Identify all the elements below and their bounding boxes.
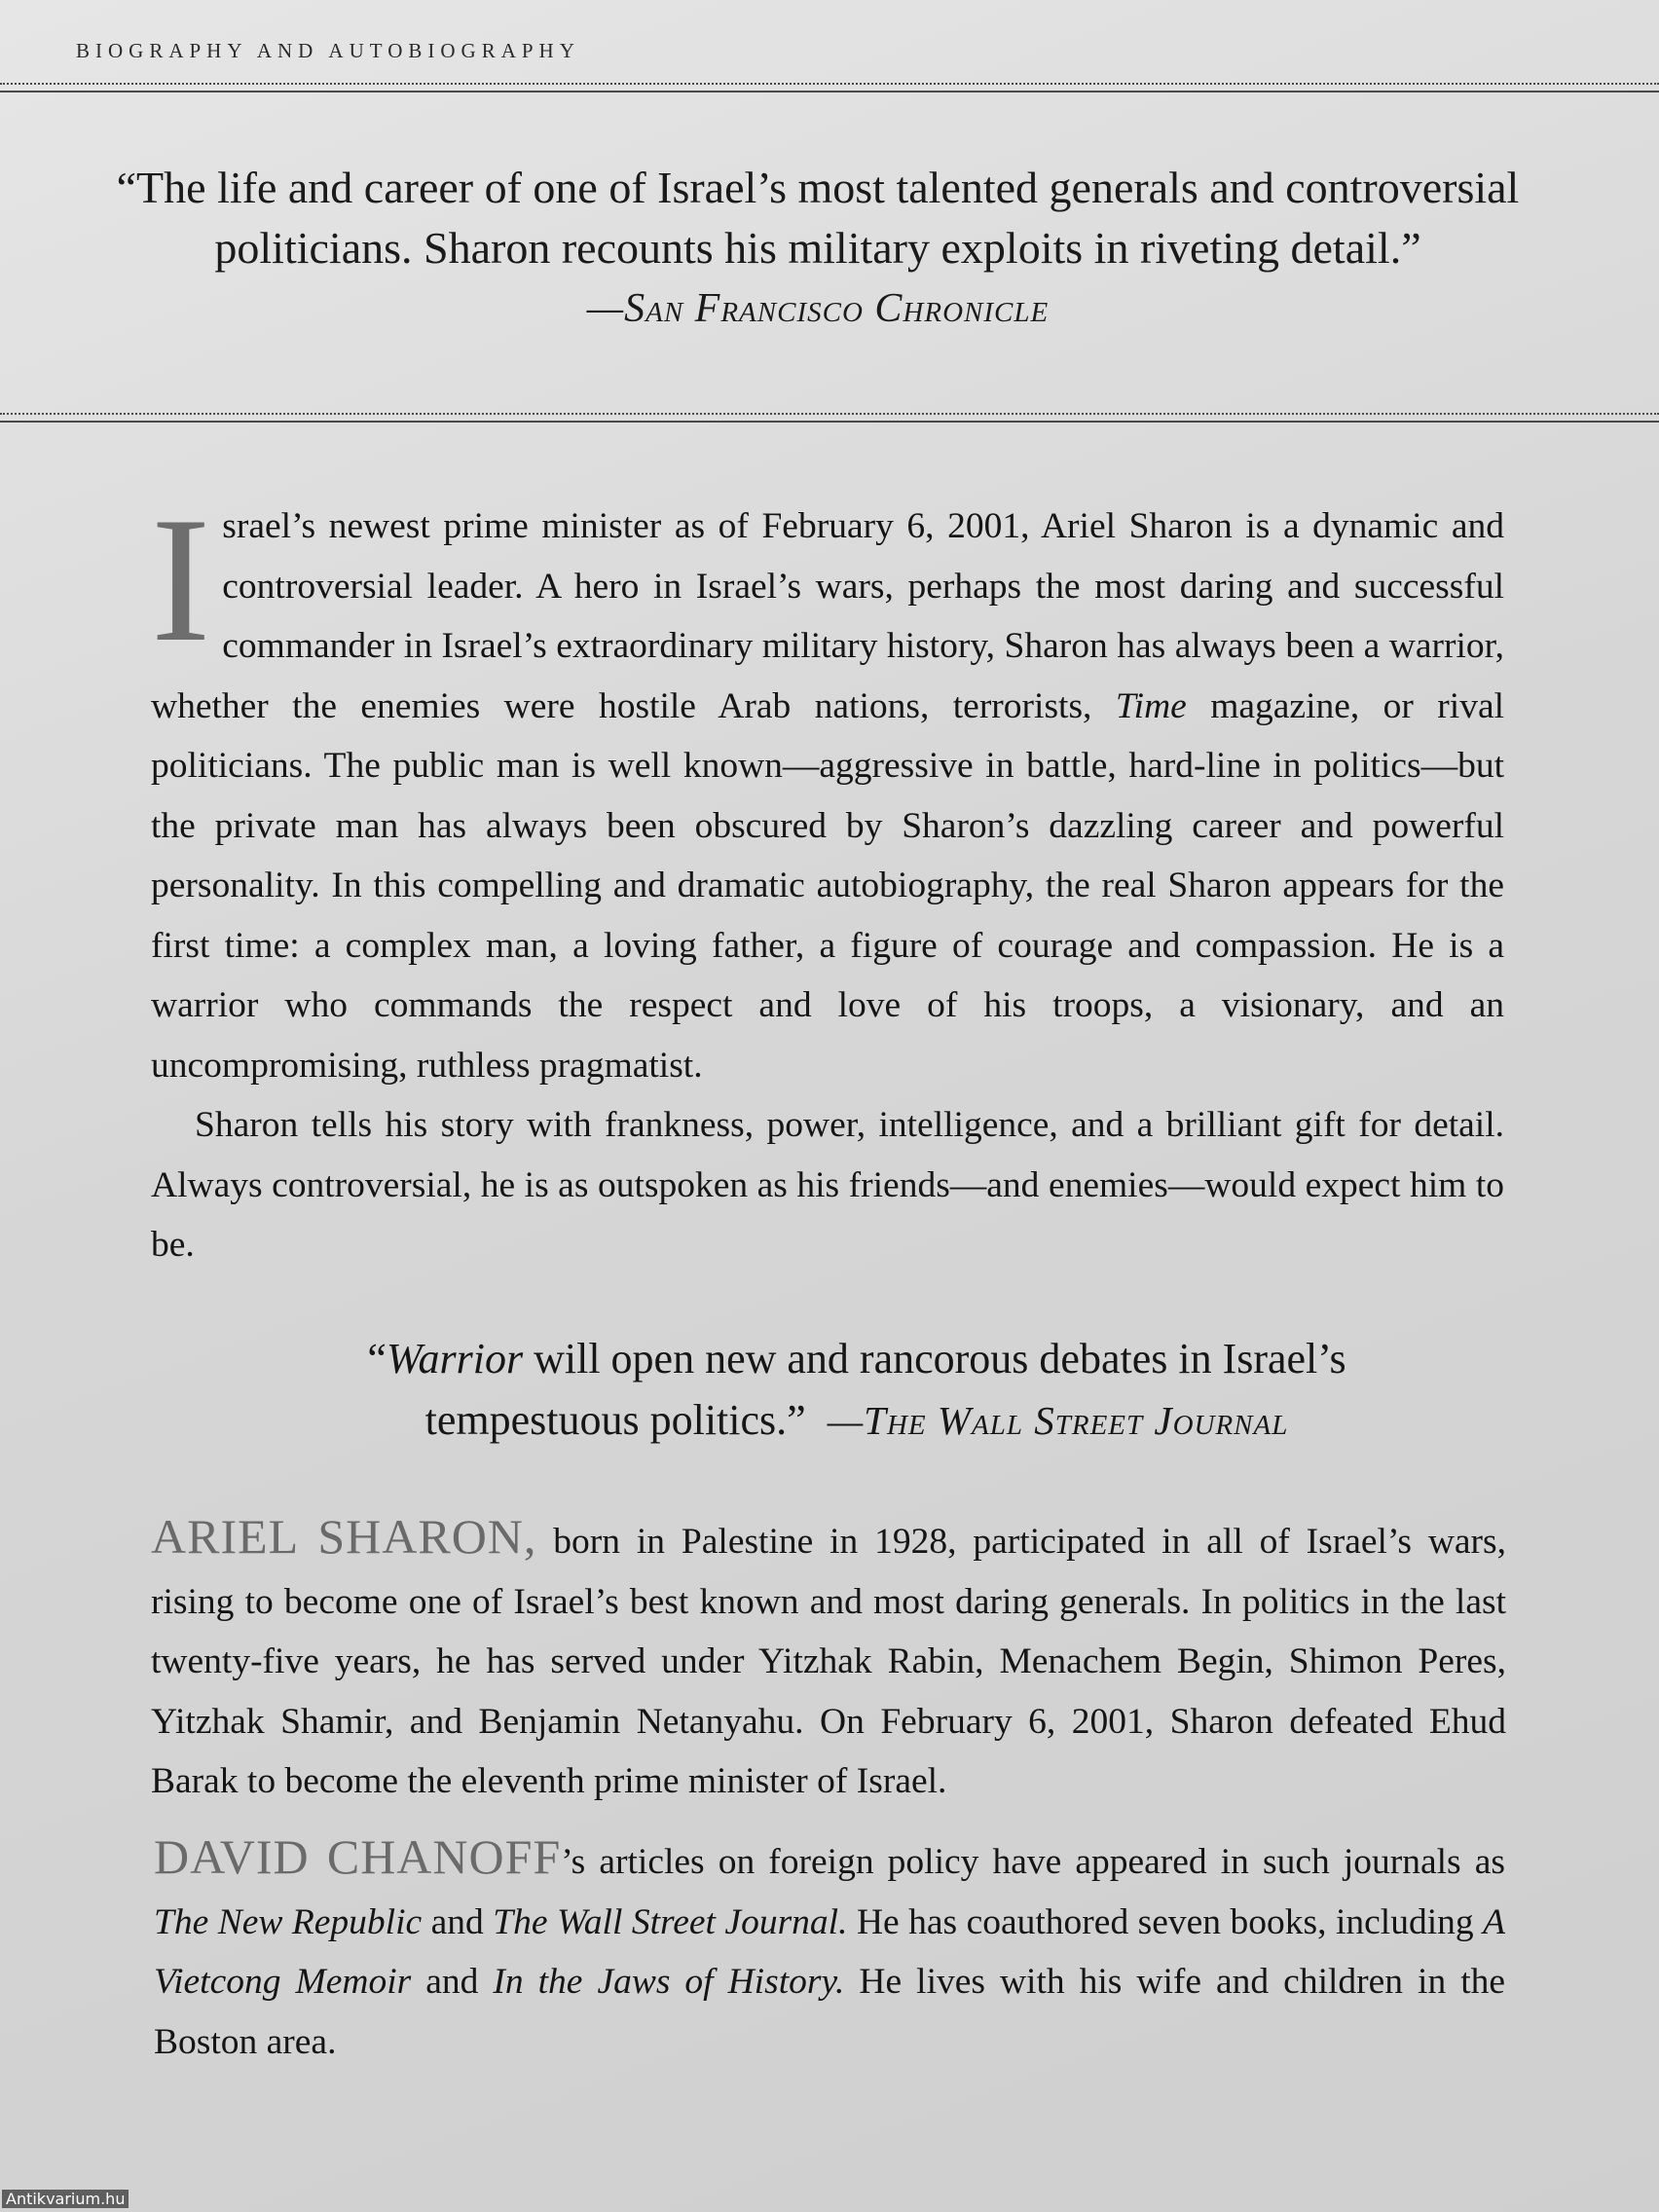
book-title-warrior: Warrior xyxy=(386,1335,524,1382)
middle-divider xyxy=(0,413,1659,423)
author-bio-paragraph xyxy=(151,1507,1506,1812)
coauthor-name: DAVID CHANOFF xyxy=(154,1829,562,1884)
drop-cap: I xyxy=(151,480,211,679)
coauthor-text-a: ’s articles on foreign policy have appeared in such journals as xyxy=(561,1842,1505,1882)
time-magazine-title: Time xyxy=(1115,685,1187,726)
quote-attribution: —San Francisco Chronicle xyxy=(586,286,1050,331)
quote-line-1: “The life and career of one of Israel’s most talented generals and controversial xyxy=(116,163,1520,212)
journal-wall-street: The Wall Street Journal. xyxy=(493,1901,848,1942)
quote-mid-text-b: tempestuous politics.” xyxy=(424,1396,806,1444)
description-text-a: srael’s newest prime minister as of February 6, 2001, Ariel Sharon is a dynamic and controversial leader. A hero in Israel’s wars, perhaps the most daring and successful commander in Israel’s extraordinary military history, Sharon has always been a warrior, whether the enemies were hostile Arab nations, terrorists, xyxy=(151,506,1504,726)
quote-line-2: politicians. Sharon recounts his military exploits in riveting detail.” xyxy=(214,223,1421,273)
section-label: BIOGRAPHY AND AUTOBIOGRAPHY xyxy=(76,39,580,62)
coauthor-bio-paragraph xyxy=(154,1827,1505,2072)
book-jaws-of-history: In the Jaws of History. xyxy=(493,1962,845,2002)
source-watermark: Antikvarium.hu xyxy=(2,2190,129,2208)
quote-mid-text-a: will open new and rancorous debates in Israel’s xyxy=(534,1335,1346,1382)
author-bio xyxy=(151,1507,1506,1812)
praise-quote-middle xyxy=(253,1328,1460,1452)
description-text-b: magazine, or rival politicians. The public man is well known—aggressive in battle, hard-line in politics—but the private man has always been obscured by Sharon’s dazzling career and powerful personality. In this compelling and dramatic autobiography, the real Sharon appears for the first time: a complex man, a loving father, a figure of courage and compassion. He is a warrior who commands the respect and love of his troops, a visionary, and an uncompromising, ruthless pragmatist. xyxy=(151,685,1505,1086)
journal-new-republic: The New Republic xyxy=(154,1901,423,1942)
quote-mid-line-2 xyxy=(253,1389,1460,1452)
author-bio-text: born in Palestine in 1928, participated in all of Israel’s wars, rising to become one of Israel’s best known and most daring generals. In politics in the last twenty-five years, he has served under Yitzhak Rabin, Menachem Begin, Shimon Peres, Yitzhak Shamir, and Benjamin Netanyahu. On February 6, 2001, Sharon defeated Ehud Barak to become the eleventh prime minister of Israel. xyxy=(151,1522,1507,1801)
quote-mid-line-1 xyxy=(253,1328,1460,1389)
book-vietcong-memoir: A Vietcong Memoir xyxy=(154,1901,1506,2002)
open-quote-mark: “ xyxy=(367,1335,387,1382)
praise-quote-top xyxy=(39,158,1597,339)
description-paragraph-2: Sharon tells his story with frankness, power, intelligence, and a brilliant gift for detail. Always controversial, he is as outspoken as his friends—and enemies—would expect him to be. xyxy=(151,1105,1504,1265)
quote-mid-attribution: —The Wall Street Journal xyxy=(827,1398,1289,1443)
coauthor-bio xyxy=(154,1827,1505,2072)
author-name: ARIEL SHARON, xyxy=(151,1509,537,1564)
coauthor-and-1: and xyxy=(430,1901,484,1942)
coauthor-text-c: He lives with his wife and children in the Boston area. xyxy=(154,1962,1506,2062)
book-description xyxy=(151,480,1505,1275)
coauthor-and-2: and xyxy=(425,1962,479,2002)
top-divider xyxy=(0,83,1659,92)
coauthor-text-b: He has coauthored seven books, including xyxy=(856,1901,1474,1942)
description-paragraph-1 xyxy=(151,480,1505,1095)
